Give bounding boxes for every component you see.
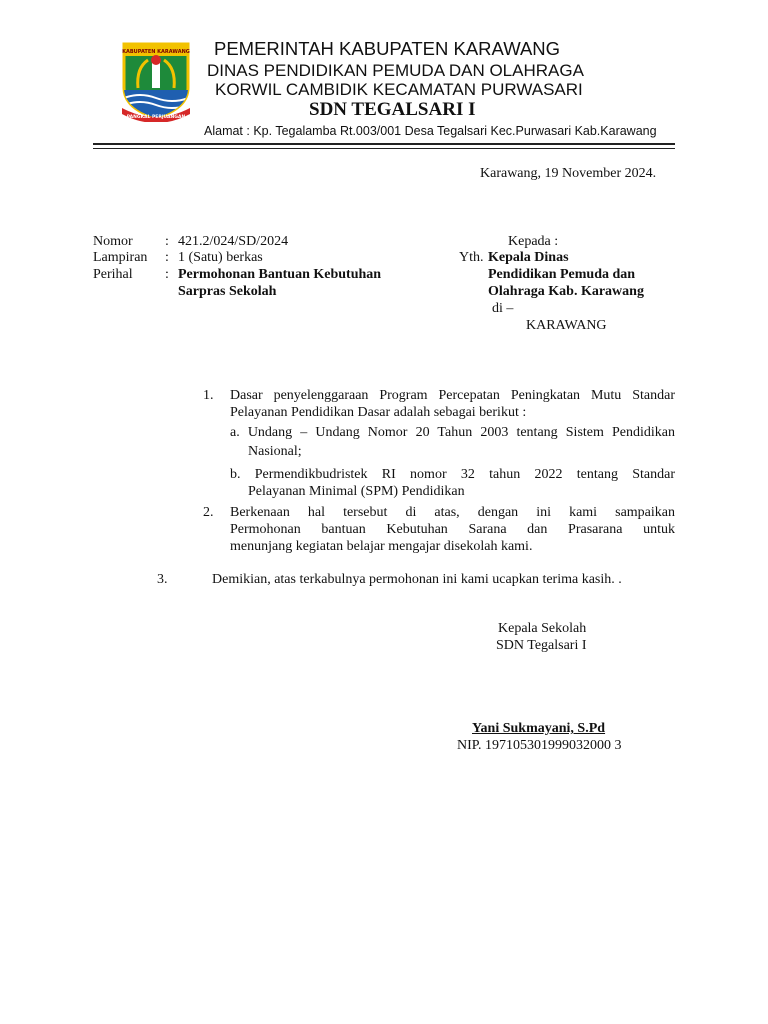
nomor-value: 421.2/024/SD/2024 [178,234,289,249]
place-date: Karawang, 19 November 2024. [480,166,657,181]
perihal-value-line2: Sarpras Sekolah [178,284,277,299]
subitem-a-line1: a. Undang – Undang Nomor 20 Tahun 2003 tentang Sistem Pendidikan [230,425,675,440]
nomor-colon: : [165,234,169,249]
item2-line1: Berkenaan hal tersebut di atas, dengan ini kami sampaikan [230,505,675,520]
recipient-di: di – [492,301,514,316]
signature-nip: NIP. 197105301999032000 3 [457,738,622,753]
recipient-kepada: Kepada : [508,234,559,249]
lampiran-label: Lampiran [93,250,148,265]
signature-name: Yani Sukmayani, S.Pd [472,721,606,736]
item1-line1: Dasar penyelenggaraan Program Percepatan Peningkatan Mutu Standar [230,388,675,403]
letterhead-rule-thin [93,148,675,149]
item2-line3: menunjang kegiatan belajar mengajar disekolah kami. [230,539,533,554]
signature-school: SDN Tegalsari I [496,638,587,653]
item3-number: 3. [157,572,168,587]
item1-line2: Pelayanan Pendidikan Dasar adalah sebagai berikut : [230,405,527,420]
letterhead-school-name: SDN TEGALSARI I [309,99,476,120]
recipient-line1: Kepala Dinas [488,250,569,265]
recipient-line3: Olahraga Kab. Karawang [488,284,644,299]
perihal-label: Perihal [93,267,133,282]
subitem-b-line1: b. Permendikbudristek RI nomor 32 tahun 2022 tentang Standar [230,467,675,482]
letterhead-government: PEMERINTAH KABUPATEN KARAWANG [214,38,561,59]
lampiran-value: 1 (Satu) berkas [178,250,263,265]
item3-text: Demikian, atas terkabulnya permohonan ini kami ucapkan terima kasih. . [212,572,622,587]
subitem-a-line2: Nasional; [248,444,302,459]
recipient-line2: Pendidikan Pemuda dan [488,267,636,282]
lampiran-colon: : [165,250,169,265]
recipient-city: KARAWANG [526,318,607,333]
svg-text:KABUPATEN KARAWANG: KABUPATEN KARAWANG [122,49,190,55]
letterhead-agency: DINAS PENDIDIKAN PEMUDA DAN OLAHRAGA [207,61,584,80]
item2-line2: Permohonan bantuan Kebutuhan Sarana dan Prasarana untuk [230,522,675,537]
item2-number: 2. [203,505,214,520]
perihal-colon: : [165,267,169,282]
signature-title: Kepala Sekolah [498,621,587,636]
nomor-label: Nomor [93,234,133,249]
letterhead-korwil: KORWIL CAMBIDIK KECAMATAN PURWASARI [215,80,583,99]
perihal-value-line1: Permohonan Bantuan Kebutuhan [178,267,382,282]
letterhead-rule-thick [93,143,675,145]
karawang-crest-logo [118,38,194,122]
svg-text:PANGKAL PERJUANGAN: PANGKAL PERJUANGAN [126,115,186,120]
letterhead-address: Alamat : Kp. Tegalamba Rt.003/001 Desa Tegalsari Kec.Purwasari Kab.Karawang [204,124,657,138]
subitem-b-line2: Pelayanan Minimal (SPM) Pendidikan [248,484,465,499]
item1-number: 1. [203,388,214,403]
recipient-yth: Yth. [459,250,484,265]
